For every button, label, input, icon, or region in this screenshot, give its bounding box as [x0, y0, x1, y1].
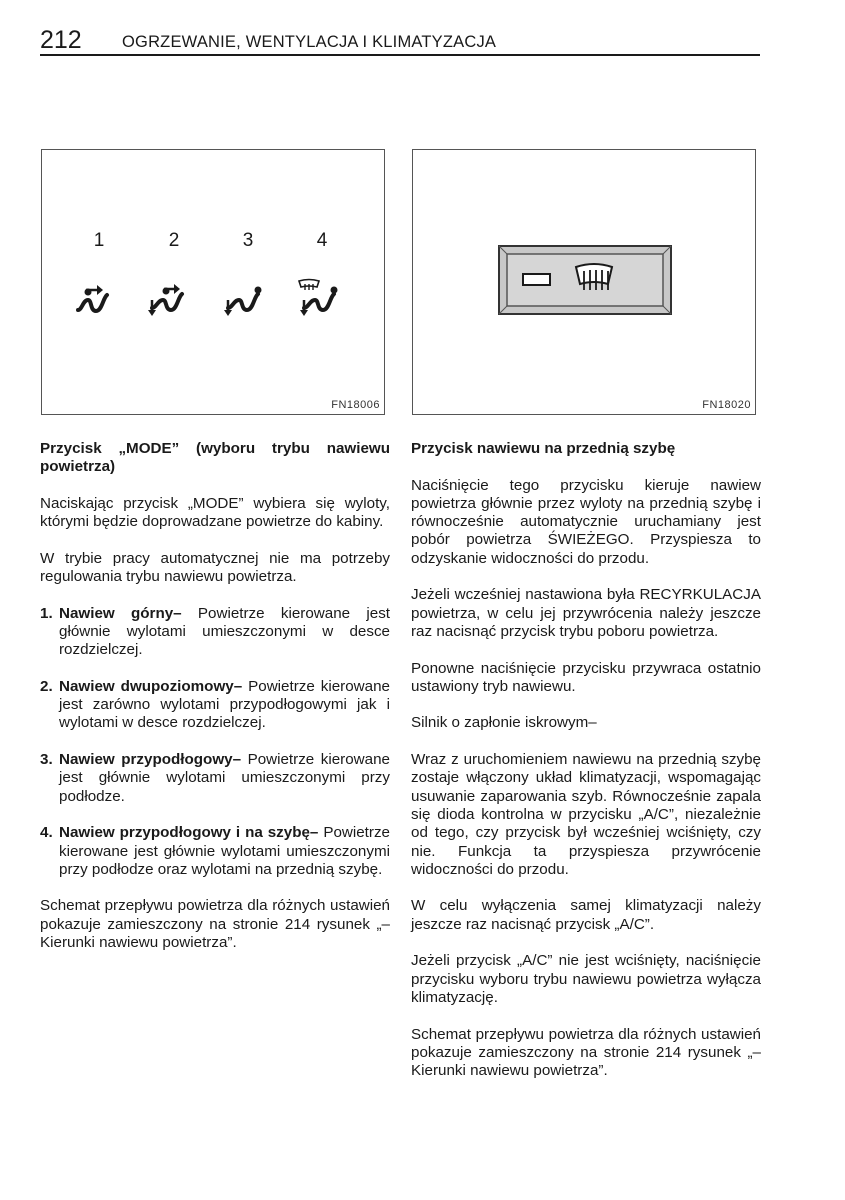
section-title: OGRZEWANIE, WENTYLACJA I KLIMATYZACJA	[122, 33, 497, 51]
paragraph: Schemat przepływu powietrza dla różnych ustawień pokazuje zamieszczony na stronie 214 rysunek „–Kierunki nawiewu powietrza”.	[411, 1025, 761, 1080]
paragraph: Naciskając przycisk „MODE” wybiera się wyloty, którymi będzie doprowadzane powietrze do kabiny.	[40, 494, 390, 531]
mode-number-4: 4	[316, 230, 328, 251]
list-text: Powietrze kierowane jest zarówno wylotami przypodłogowymi jak i wylotami w desce rozdzielczej.	[59, 677, 390, 732]
list-title: Nawiew przypodłogowy–	[59, 751, 242, 769]
list-number: 1.	[40, 604, 53, 622]
airflow-upper-icon	[75, 278, 125, 318]
mode-number-3: 3	[242, 230, 254, 251]
airflow-bilevel-icon	[146, 278, 196, 318]
header-rule	[40, 54, 760, 56]
list-title: Nawiew górny–	[59, 604, 182, 622]
page-header	[40, 26, 760, 56]
section-heading: Przycisk nawiewu na przednią szybę	[411, 440, 676, 457]
section-heading: Przycisk „MODE” (wyboru trybu nawiewu powietrza)	[40, 440, 390, 476]
paragraph: Silnik o zapłonie iskrowym–	[411, 714, 597, 732]
airflow-floor-icon	[222, 278, 272, 318]
list-body	[59, 678, 390, 733]
page-number: 212	[40, 26, 82, 54]
mode-number-1: 1	[93, 230, 105, 251]
defroster-button	[498, 245, 672, 315]
paragraph: Ponowne naciśnięcie przycisku przywraca ostatnio ustawiony tryb nawiewu.	[411, 659, 761, 695]
list-body	[59, 605, 390, 660]
figure-code: FN18020	[702, 399, 751, 411]
list-text: Powietrze kierowane jest głównie wylotami umieszczonymi przy podłodze oraz wylotami na przednią szybę.	[59, 824, 390, 878]
paragraph: Jeżeli przycisk „A/C” nie jest wciśnięty, naciśnięcie przycisku wyboru trybu nawiewu powietrza wyłącza klimatyzację.	[411, 952, 761, 1006]
list-text: Powietrze kierowane jest głównie wylotami umieszczonymi w desce rozdzielczej.	[59, 604, 391, 659]
list-item	[40, 751, 390, 806]
defroster-button-figure	[412, 149, 756, 415]
indicator-lamp-icon	[523, 274, 550, 285]
paragraph: Schemat przepływu powietrza dla różnych ustawień pokazuje zamieszczony na stronie 214 rysunek „–Kierunki nawiewu powietrza”.	[40, 897, 390, 952]
list-body	[59, 824, 390, 879]
airflow-floor-defrost-icon	[296, 278, 346, 318]
paragraph: Wraz z uruchomieniem nawiewu na przednią szybę zostaje włączony układ klimatyzacji, wspomagając usuwanie zaparowania szyb. Równocześnie zapala się dioda kontrolna w przycisku „A/C”, niezależnie od tego, czy przycisk był wcześniej wciśnięty, czy nie. Funkcja ta przyspiesza przywrócenie widoczności do przodu.	[411, 751, 761, 878]
paragraph: W trybie pracy automatycznej nie ma potrzeby regulowania trybu nawiewu powietrza.	[40, 549, 390, 586]
list-number: 2.	[40, 677, 53, 695]
mode-number-2: 2	[168, 230, 180, 251]
list-item	[40, 824, 390, 879]
mode-icons-figure	[41, 149, 385, 415]
list-title: Nawiew przypodłogowy i na szybę–	[59, 824, 319, 842]
list-text: Powietrze kierowane jest głównie wylotami umieszczonymi przy podłodze.	[59, 751, 390, 805]
list-body	[59, 751, 390, 806]
list-number: 3.	[40, 751, 53, 769]
list-item	[40, 678, 390, 733]
figure-code: FN18006	[331, 399, 380, 411]
list-number: 4.	[40, 824, 53, 842]
right-column	[411, 440, 761, 1099]
paragraph: Naciśnięcie tego przycisku kieruje nawiew powietrza głównie przez wyloty na przednią szybę i równocześnie automatycznie uruchamiany jest pobór powietrza ŚWIEŻEGO. Przyspiesza to odzyskanie widoczności do przodu.	[411, 476, 761, 567]
left-column	[40, 440, 390, 971]
paragraph: Jeżeli wcześniej nastawiona była RECYRKULACJA powietrza, w celu jej przywrócenia należy jeszcze raz nacisnąć przycisk trybu poboru powietrza.	[411, 586, 761, 640]
list-item	[40, 605, 390, 660]
paragraph: W celu wyłączenia samej klimatyzacji należy jeszcze raz nacisnąć przycisk „A/C”.	[411, 897, 761, 933]
list-title: Nawiew dwupoziomowy–	[59, 677, 243, 695]
